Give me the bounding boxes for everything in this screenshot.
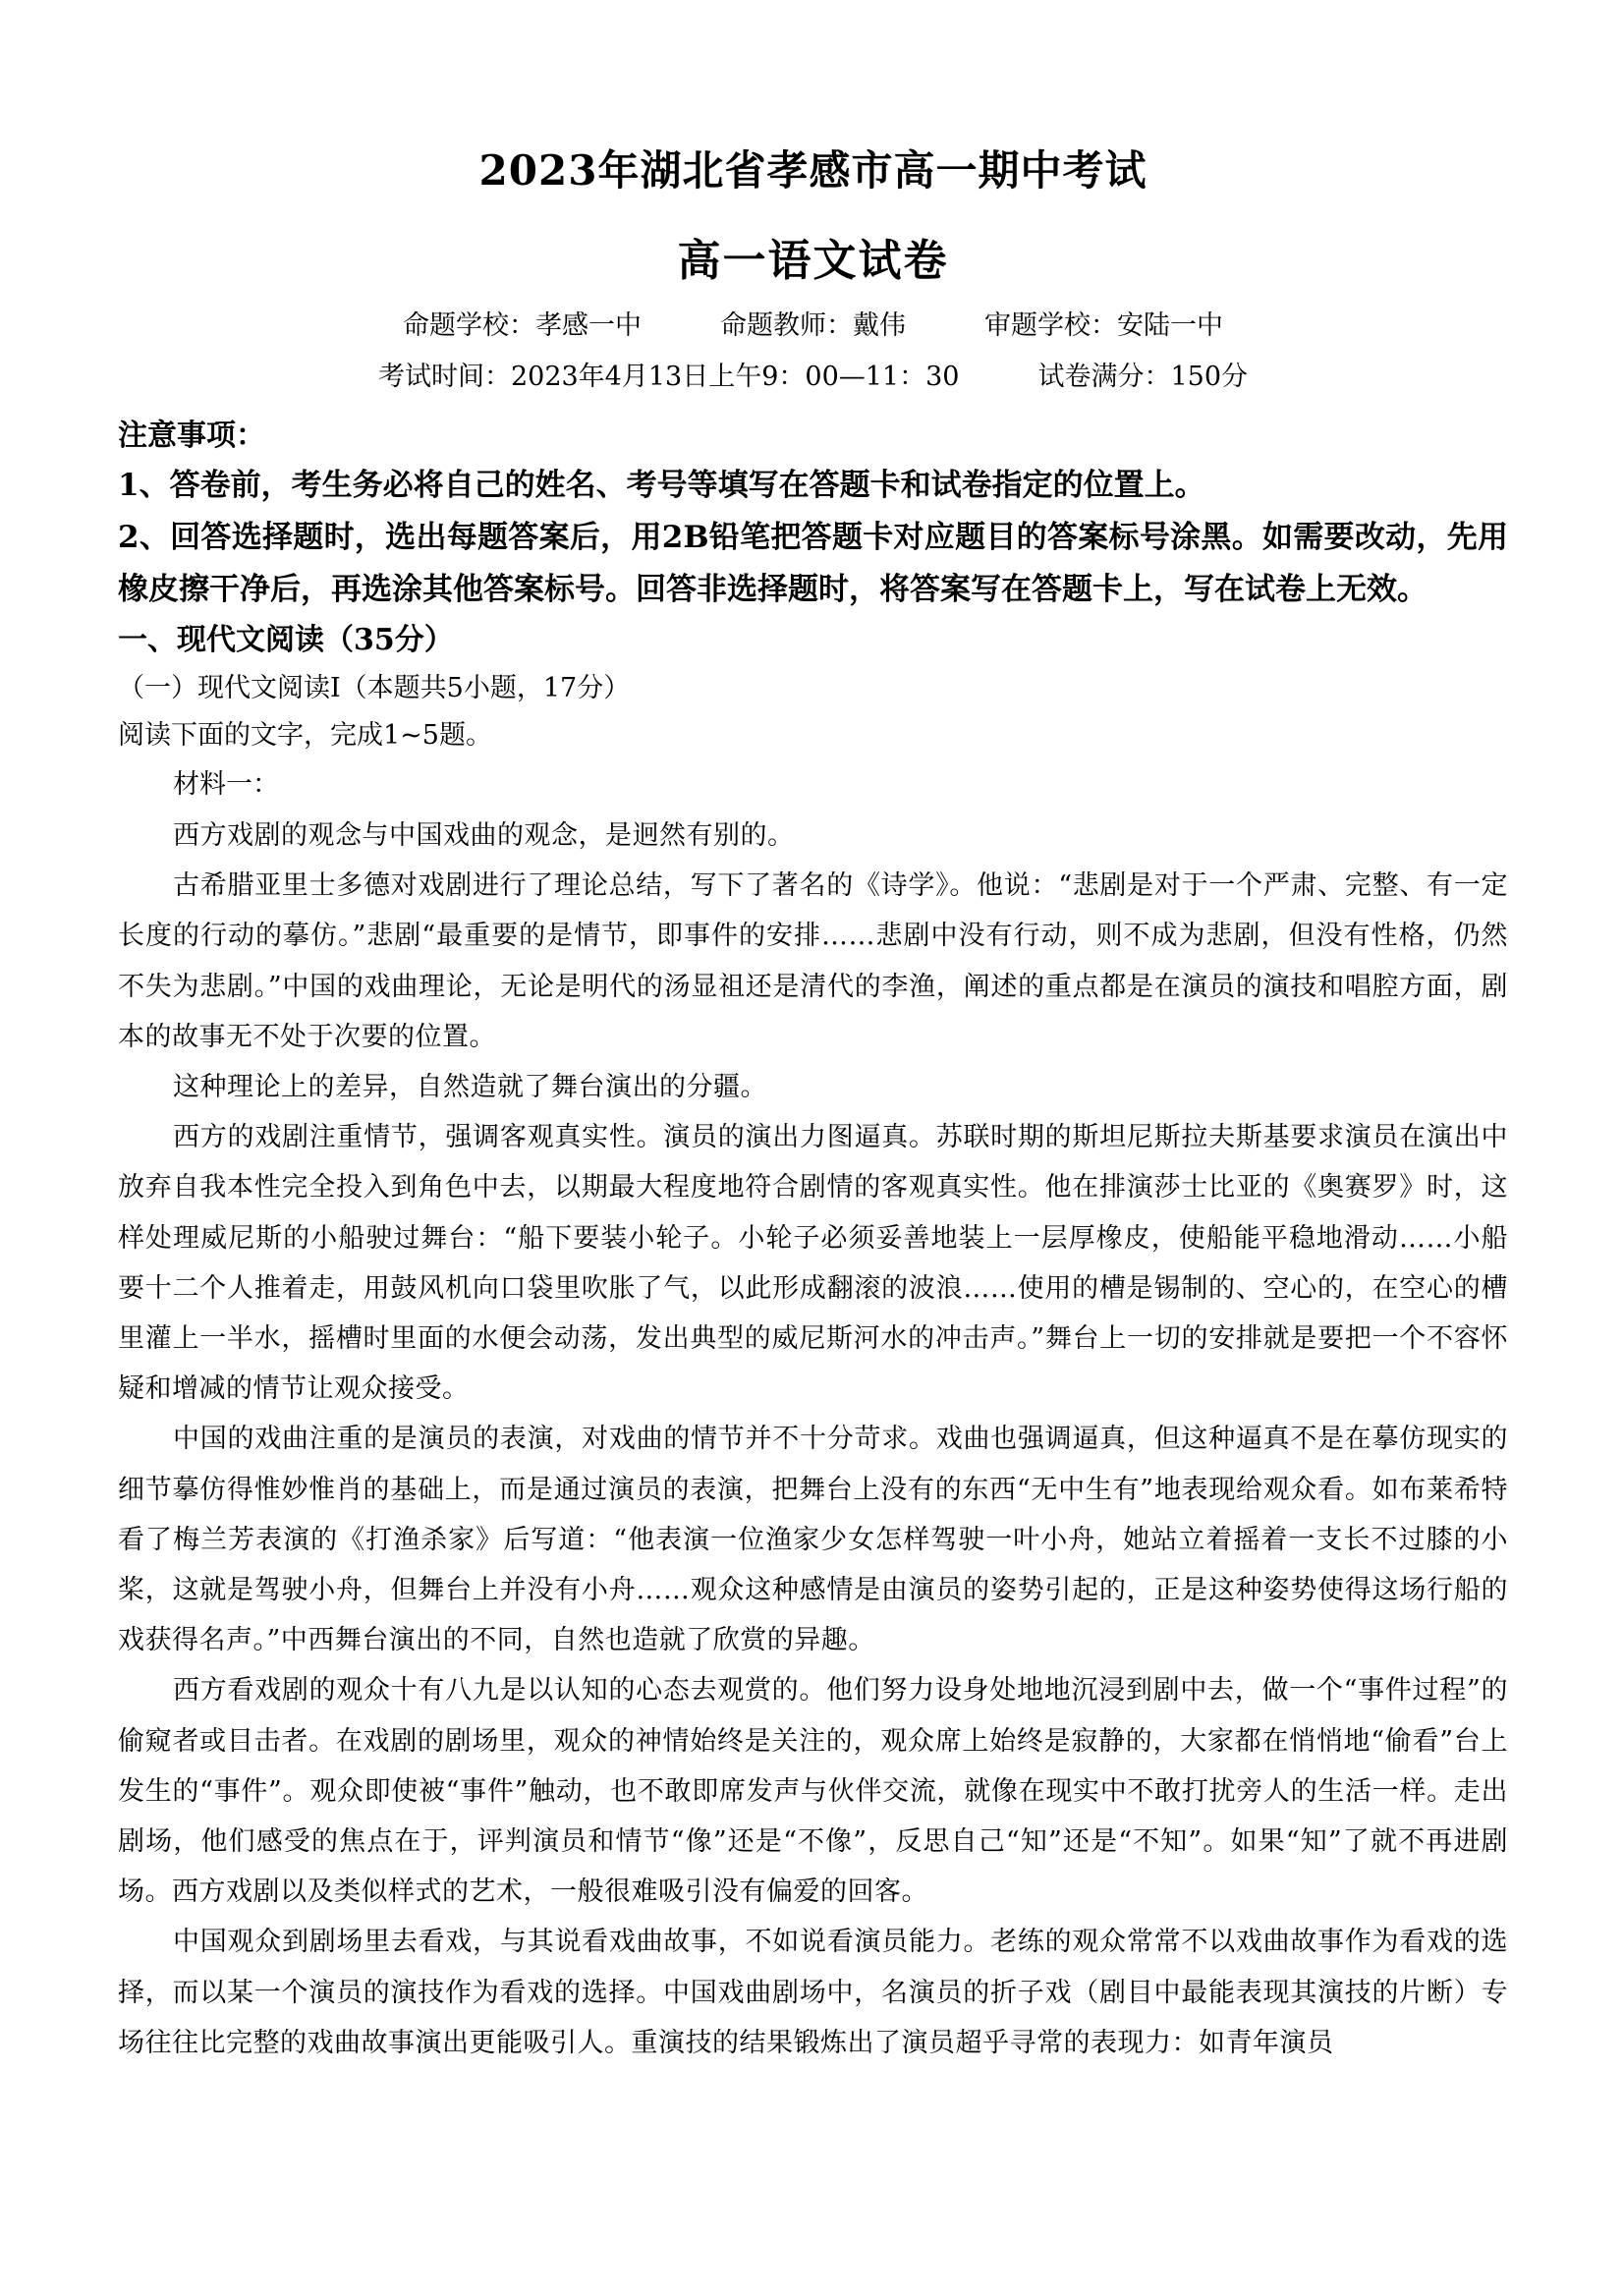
reviewing-school: 审题学校：安陆一中 <box>984 310 1223 341</box>
setting-teacher: 命题教师：戴伟 <box>720 310 906 341</box>
section-subheading: （一）现代文阅读Ⅰ（本题共5小题，17分） <box>118 673 631 703</box>
full-score: 试卷满分：150分 <box>1037 362 1249 392</box>
passage-paragraph: 西方戏剧的观念与中国戏曲的观念，是迥然有别的。 <box>173 820 795 851</box>
notice-heading: 注意事项： <box>118 419 265 453</box>
exam-authors-row <box>118 308 1508 344</box>
exam-body <box>118 413 1508 2068</box>
exam-subtitle: 高一语文试卷 <box>677 236 949 286</box>
exam-time-row <box>118 360 1508 395</box>
exam-title: 2023年湖北省孝感市高一期中考试 <box>478 146 1147 195</box>
passage-paragraph: 中国观众到剧场里去看戏，与其说看戏曲故事，不如说看演员能力。老练的观众常常不以戏曲故事作为看戏的选择，而以某一个演员的演技作为看戏的选择。中国戏曲剧场中，名演员的折子戏（剧目中最能表现其演技的片断）专场往往比完整的戏曲故事演出更能吸引人。重演技的结果锻炼出了演员超乎寻常的表现力：如青年演员 <box>118 1927 1508 2058</box>
passage-paragraph: 古希腊亚里士多德对戏剧进行了理论总结，写下了著名的《诗学》。他说：“悲剧是对于一个严肃、完整、有一定长度的行动的摹仿。”悲剧“最重要的是情节，即事件的安排……悲剧中没有行动，则不成为悲剧，但没有性格，仍然不失为悲剧。”中国的戏曲理论，无论是明代的汤显祖还是清代的李渔，阐述的重点都是在演员的演技和唱腔方面，剧本的故事无不处于次要的位置。 <box>118 870 1508 1052</box>
material-label: 材料一： <box>173 769 279 800</box>
notice-item: 2、回答选择题时，选出每题答案后，用2B铅笔把答题卡对应题目的答案标号涂黑。如需要改动，先用橡皮擦干净后，再选涂其他答案标号。回答非选择题时，将答案写在答题卡上，写在试卷上无效。 <box>118 520 1508 607</box>
passage-paragraph: 西方看戏剧的观众十有八九是以认知的心态去观赏的。他们努力设身处地地沉浸到剧中去，做一个“事件过程”的偷窥者或目击者。在戏剧的剧场里，观众的神情始终是关注的，观众席上始终是寂静的，大家都在悄悄地“偷看”台上发生的“事件”。观众即使被“事件”触动，也不敢即席发声与伙伴交流，就像在现实中不敢打扰旁人的生活一样。走出剧场，他们感受的焦点在于，评判演员和情节“像”还是“不像”，反思自己“知”还是“不知”。如果“知”了就不再进剧场。西方戏剧以及类似样式的艺术，一般很难吸引没有偏爱的回客。 <box>118 1675 1508 1908</box>
section-heading: 一、现代文阅读（35分） <box>118 623 454 657</box>
passage-paragraph: 西方的戏剧注重情节，强调客观真实性。演员的演出力图逼真。苏联时期的斯坦尼斯拉夫斯基要求演员在演出中放弃自我本性完全投入到角色中去，以期最大程度地符合剧情的客观真实性。他在排演莎士比亚的《奥赛罗》时，这样处理威尼斯的小船驶过舞台：“船下要装小轮子。小轮子必须妥善地装上一层厚橡皮，使船能平稳地滑动……小船要十二个人推着走，用鼓风机向口袋里吹胀了气，以此形成翻滚的波浪……使用的槽是锡制的、空心的，在空心的槽里灌上一半水，摇槽时里面的水便会动荡，发出典型的威尼斯河水的冲击声。”舞台上一切的安排就是要把一个不容怀疑和增减的情节让观众接受。 <box>118 1122 1508 1405</box>
notice-item: 1、答卷前，考生务必将自己的姓名、考号等填写在答题卡和试卷指定的位置上。 <box>118 468 1205 503</box>
reading-instruction: 阅读下面的文字，完成1~5题。 <box>118 720 492 751</box>
passage-paragraph: 这种理论上的差异，自然造就了舞台演出的分疆。 <box>173 1072 767 1103</box>
setting-school: 命题学校：孝感一中 <box>403 310 642 341</box>
exam-time: 考试时间：2023年4月13日上午9：00—11：30 <box>377 362 960 392</box>
passage-paragraph: 中国的戏曲注重的是演员的表演，对戏曲的情节并不十分苛求。戏曲也强调逼真，但这种逼真不是在摹仿现实的细节摹仿得惟妙惟肖的基础上，而是通过演员的表演，把舞台上没有的东西“无中生有”地表现给观众看。如布莱希特看了梅兰芳表演的《打渔杀家》后写道：“他表演一位渔家少女怎样驾驶一叶小舟，她站立着摇着一支长不过膝的小桨，这就是驾驶小舟，但舞台上并没有小舟……观众这种感情是由演员的姿势引起的，正是这种姿势使得这场行船的戏获得名声。”中西舞台演出的不同，自然也造就了欣赏的异趣。 <box>118 1424 1508 1656</box>
